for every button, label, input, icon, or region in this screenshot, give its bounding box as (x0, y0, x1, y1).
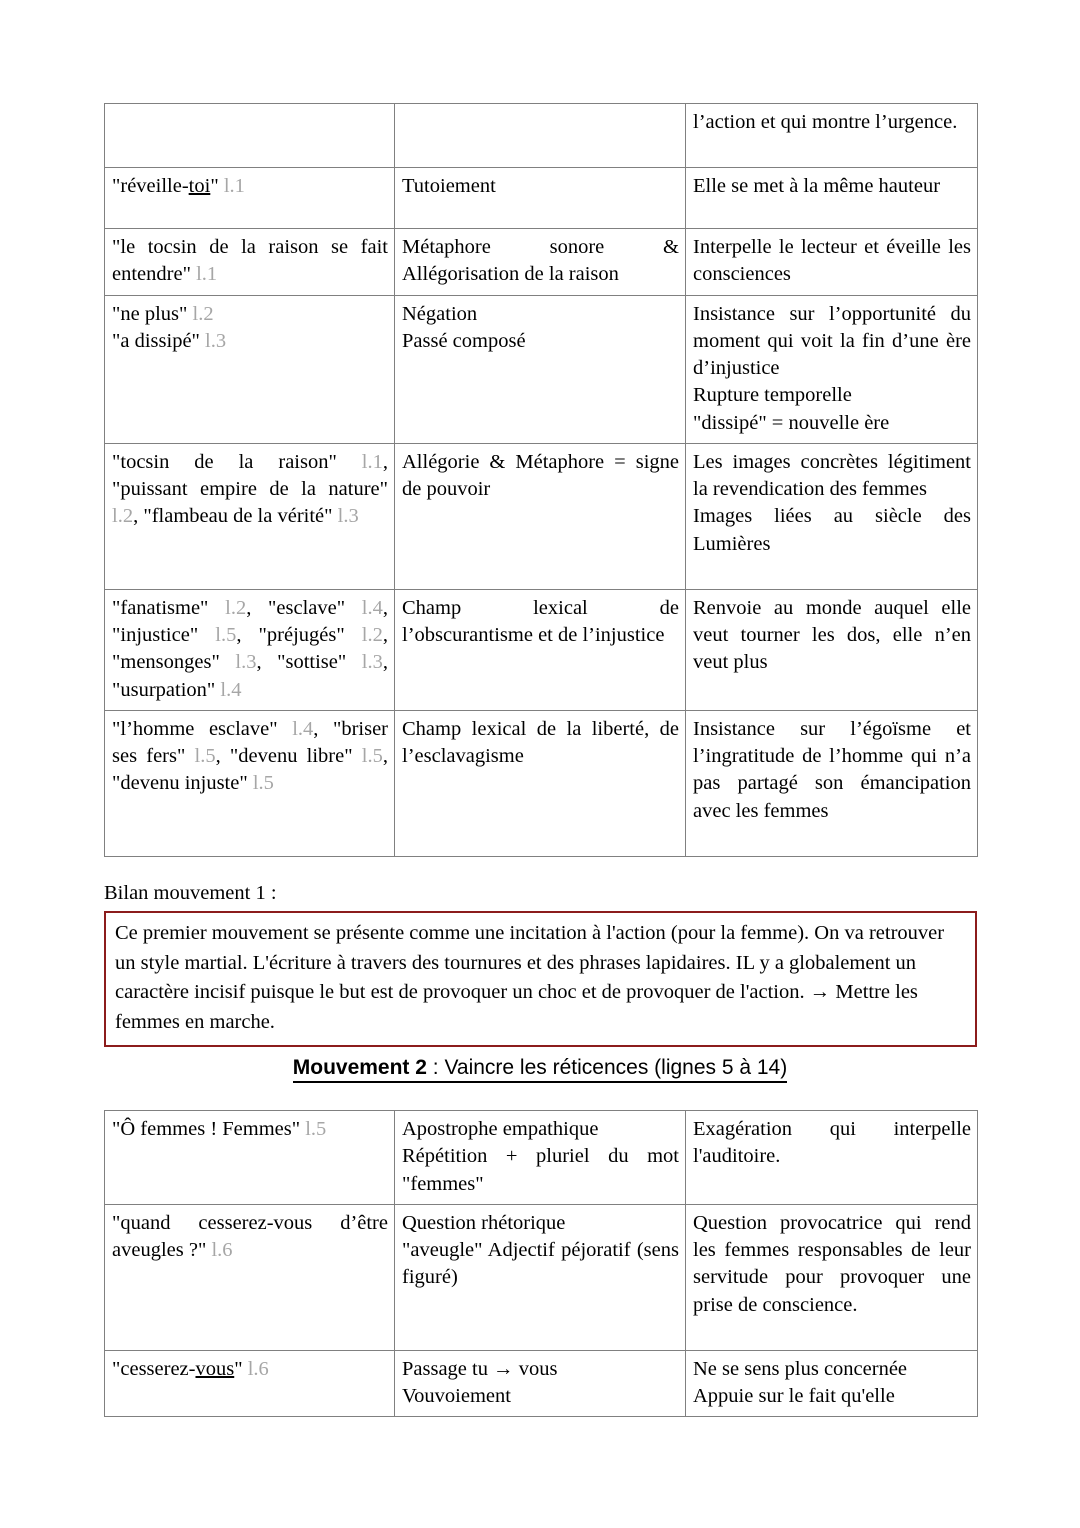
movement-2-title: Mouvement 2 (292, 1056, 427, 1079)
cell-effect: Insistance sur l’opportunité du moment qui voit la fin d’une ère d’injustice Rupture temporelle "dissipé" = nouvelle ère (686, 295, 978, 443)
cell-device: Allégorie & Métaphore = signe de pouvoir (395, 443, 686, 589)
table-row (105, 1204, 978, 1350)
table-row (105, 229, 978, 296)
cell-device: Question rhétorique "aveugle" Adjectif péjoratif (sens figuré) (395, 1204, 686, 1350)
cell-effect: Question provocatrice qui rend les femmes responsables de leur servitude pour provoquer une prise de conscience. (686, 1204, 978, 1350)
bilan-label: Bilan mouvement 1 : (104, 882, 277, 904)
table-row (105, 168, 978, 229)
table-row (105, 710, 978, 856)
cell-quote: "fanatisme" l.2, "esclave" l.4, "injustice" l.5, "préjugés" l.2, "mensonges" l.3, "sottise" l.3, "usurpation" l.4 (105, 589, 395, 710)
table2-body (105, 1111, 978, 1417)
cell-effect: Exagération qui interpelle l'auditoire. (686, 1111, 978, 1205)
table-row (105, 589, 978, 710)
cell-quote: "tocsin de la raison" l.1, "puissant empire de la nature" l.2, "flambeau de la vérité" l.3 (105, 443, 395, 589)
cell-quote: "l’homme esclave" l.4, "briser ses fers" l.5, "devenu libre" l.5, "devenu injuste" l.5 (105, 710, 395, 856)
cell-device (395, 104, 686, 168)
cell-effect: Elle se met à la même hauteur (686, 168, 978, 229)
cell-effect: Renvoie au monde auquel elle veut tourner les dos, elle n’en veut plus (686, 589, 978, 710)
table1-body (105, 104, 978, 857)
cell-device: Tutoiement (395, 168, 686, 229)
mouvement-1-analysis-table (104, 103, 978, 857)
movement-2-heading-inner (293, 1055, 787, 1083)
movement-2-subtitle: : Vaincre les réticences (lignes 5 à 14) (426, 1056, 788, 1079)
cell-effect: Ne se sens plus concernée Appuie sur le fait qu'elle (686, 1350, 978, 1417)
cell-device: Apostrophe empathique Répétition + pluriel du mot "femmes" (395, 1111, 686, 1205)
cell-device: Champ lexical de la liberté, de l’esclavagisme (395, 710, 686, 856)
cell-device: Négation Passé composé (395, 295, 686, 443)
table-row (105, 295, 978, 443)
cell-quote: "ne plus" l.2 "a dissipé" l.3 (105, 295, 395, 443)
table-row (105, 1111, 978, 1205)
cell-quote: "réveille-toi" l.1 (105, 168, 395, 229)
cell-quote (105, 104, 395, 168)
cell-quote: "Ô femmes ! Femmes" l.5 (105, 1111, 395, 1205)
mouvement-2-analysis-table (104, 1110, 978, 1417)
cell-device: Passage tu → vous Vouvoiement (395, 1350, 686, 1417)
table-row (105, 443, 978, 589)
table-row (105, 104, 978, 168)
cell-device: Champ lexical de l’obscurantisme et de l’injustice (395, 589, 686, 710)
cell-effect: l’action et qui montre l’urgence. (686, 104, 978, 168)
cell-effect: Insistance sur l’égoïsme et l’ingratitude de l’homme qui n’a pas partagé son émancipation avec les femmes (686, 710, 978, 856)
cell-quote: "cesserez-vous" l.6 (105, 1350, 395, 1417)
cell-quote: "le tocsin de la raison se fait entendre" l.1 (105, 229, 395, 296)
cell-device: Métaphore sonore & Allégorisation de la raison (395, 229, 686, 296)
table-row (105, 1350, 978, 1417)
cell-effect: Les images concrètes légitiment la revendication des femmes Images liées au siècle des Lumières (686, 443, 978, 589)
bilan-summary-box: Ce premier mouvement se présente comme une incitation à l'action (pour la femme). On va retrouver un style martial. L'écriture à travers des tournures et des phrases lapidaires. IL y a globalement un caractère incisif puisque le but est de provoquer un choc et de provoquer de l'action. → Mettre les femmes en marche. (104, 911, 977, 1047)
movement-2-heading (0, 1055, 1080, 1083)
cell-quote: "quand cesserez-vous d’être aveugles ?" l.6 (105, 1204, 395, 1350)
cell-effect: Interpelle le lecteur et éveille les consciences (686, 229, 978, 296)
